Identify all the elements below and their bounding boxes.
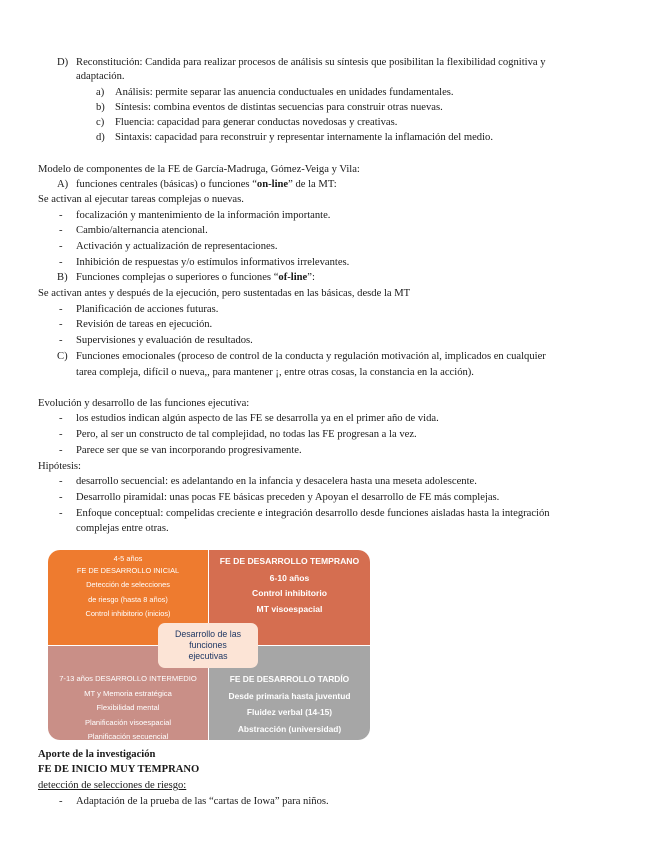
online-term: on-line — [256, 179, 289, 190]
quadrant-line: MT y Memoria estratégica — [84, 688, 172, 698]
bullet-dash: - — [59, 210, 63, 221]
quadrant-line: Planificación secuencial — [87, 732, 169, 740]
model-c-line: Funciones emocionales (proceso de control de la conducta y regulación motivación al, implicados en cualquier — [76, 351, 546, 362]
section-heading: Aporte de la investigación — [38, 749, 156, 760]
quadrant-line: FE DE DESARROLLO TEMPRANO — [219, 556, 360, 566]
bullet-dash: - — [59, 508, 63, 519]
list-item: Activación y actualización de representaciones. — [76, 241, 278, 252]
center-line: ejecutivas — [188, 651, 228, 661]
center-label — [158, 623, 258, 668]
model-c-line: tarea compleja, difícil o nueva,, para mantener ¡, entre otras cosas, la constancia en la acción). — [76, 367, 474, 378]
list-item: Pero, al ser un constructo de tal complejidad, no todas las FE progresan a la vez. — [76, 429, 417, 440]
list-item: Adaptación de la prueba de las “cartas de Iowa” para niños. — [76, 796, 329, 807]
center-line: funciones — [189, 640, 227, 650]
list-marker: c) — [96, 117, 105, 128]
model-b-line: Funciones complejas o superiores o funciones “of-line”: — [76, 272, 315, 283]
fe-development-diagram — [48, 550, 370, 740]
list-marker: d) — [96, 132, 105, 143]
quadrant-line: 4-5 años — [113, 554, 143, 563]
paragraph: Se activan al ejecutar tareas complejas o nuevas. — [38, 194, 244, 205]
bullet-dash: - — [59, 476, 63, 487]
bullet-dash: - — [59, 225, 63, 236]
list-item: Parece ser que se van incorporando progresivamente. — [76, 445, 302, 456]
list-marker: b) — [96, 102, 105, 113]
quadrant-line: 7-13 años DESARROLLO INTERMEDIO — [59, 674, 197, 683]
subheading: detección de selecciones de riesgo: — [38, 780, 187, 791]
quadrant-line: FE DE DESARROLLO INICIAL — [76, 565, 180, 575]
list-marker: a) — [96, 87, 105, 98]
bullet-dash: - — [59, 304, 63, 315]
list-marker: A) — [57, 179, 69, 190]
bullet-dash: - — [59, 492, 63, 503]
section-heading: Evolución y desarrollo de las funciones ejecutiva: — [38, 398, 250, 409]
bullet-dash: - — [59, 413, 63, 424]
offline-term: of-line — [278, 272, 308, 283]
bullet-dash: - — [59, 335, 63, 346]
bullet-dash: - — [59, 241, 63, 252]
list-item: desarrollo secuencial: es adelantando en la infancia y desacelera hasta una meseta adolescente. — [76, 476, 477, 487]
list-marker: C) — [57, 351, 68, 362]
list-marker: B) — [57, 272, 68, 283]
list-item: Análisis: permite separar las anuencia conductuales en unidades fundamentales. — [115, 87, 454, 98]
list-item: los estudios indican algún aspecto de las FE se desarrolla ya en el primer año de vida. — [76, 413, 439, 424]
center-line: Desarrollo de las — [174, 629, 241, 639]
list-item: Supervisiones y evaluación de resultados. — [76, 335, 253, 346]
list-item: Cambio/alternancia atencional. — [76, 225, 208, 236]
bullet-dash: - — [59, 319, 63, 330]
list-item: complejas entre otras. — [76, 523, 169, 534]
bullet-dash: - — [59, 796, 63, 807]
list-item: Sintaxis: capacidad para reconstruir y representar internamente la inflamación del medio. — [115, 132, 493, 143]
bullet-dash: - — [59, 429, 63, 440]
quadrant-line: 6-10 años — [269, 572, 310, 583]
quadrant-line: Detección de selecciones — [86, 580, 170, 589]
section-d-line: Reconstitución: Candida para realizar procesos de análisis su síntesis que posibilitan la flexibilidad cognitiva y — [76, 57, 546, 68]
quadrant-line: Control inhibitorio (inicios) — [85, 609, 171, 618]
quadrant-line: Fluidez verbal (14-15) — [246, 707, 333, 717]
section-d-line: adaptación. — [76, 71, 125, 82]
list-item: Revisión de tareas en ejecución. — [76, 319, 213, 330]
quadrant-line: Desde primaria hasta juventud — [228, 690, 351, 701]
quadrant-line: Flexibilidad mental — [96, 703, 160, 712]
list-item: Enfoque conceptual: compelidas creciente e integración desarrollo desde funciones aisladas hasta la integración — [76, 508, 550, 519]
list-item: Fluencia: capacidad para generar conductas novedosas y creativas. — [115, 117, 398, 128]
quadrant-line: Abstracción (universidad) — [237, 723, 342, 734]
section-heading: Hipótesis: — [38, 461, 81, 472]
bullet-dash: - — [59, 445, 63, 456]
list-marker: D) — [57, 57, 69, 68]
list-item: focalización y mantenimiento de la información importante. — [76, 210, 331, 221]
section-heading: Modelo de componentes de la FE de García-Madruga, Gómez-Veiga y Vila: — [38, 164, 360, 175]
quadrant-line: de riesgo (hasta 8 años) — [88, 594, 168, 604]
section-heading: FE DE INICIO MUY TEMPRANO — [38, 764, 200, 775]
quadrant-line: Planificación visoespacial — [84, 717, 172, 727]
bullet-dash: - — [59, 257, 63, 268]
list-item: Planificación de acciones futuras. — [76, 304, 219, 315]
list-item: Desarrollo piramidal: unas pocas FE básicas preceden y Apoyan el desarrollo de FE más complejas. — [76, 492, 500, 503]
list-item: Síntesis: combina eventos de distintas secuencias para construir otras nuevas. — [115, 102, 443, 113]
list-item: Inhibición de respuestas y/o estímulos informativos irrelevantes. — [76, 257, 350, 268]
quadrant-line: MT visoespacial — [256, 603, 323, 614]
model-a-line: funciones centrales (básicas) o funciones “on-line” de la MT: — [76, 179, 337, 190]
quadrant-line: Control inhibitorio — [252, 588, 327, 598]
quadrant-line: FE DE DESARROLLO TARDÍO — [229, 674, 350, 684]
paragraph: Se activan antes y después de la ejecución, pero sustentadas en las básicas, desde la MT — [38, 288, 411, 299]
